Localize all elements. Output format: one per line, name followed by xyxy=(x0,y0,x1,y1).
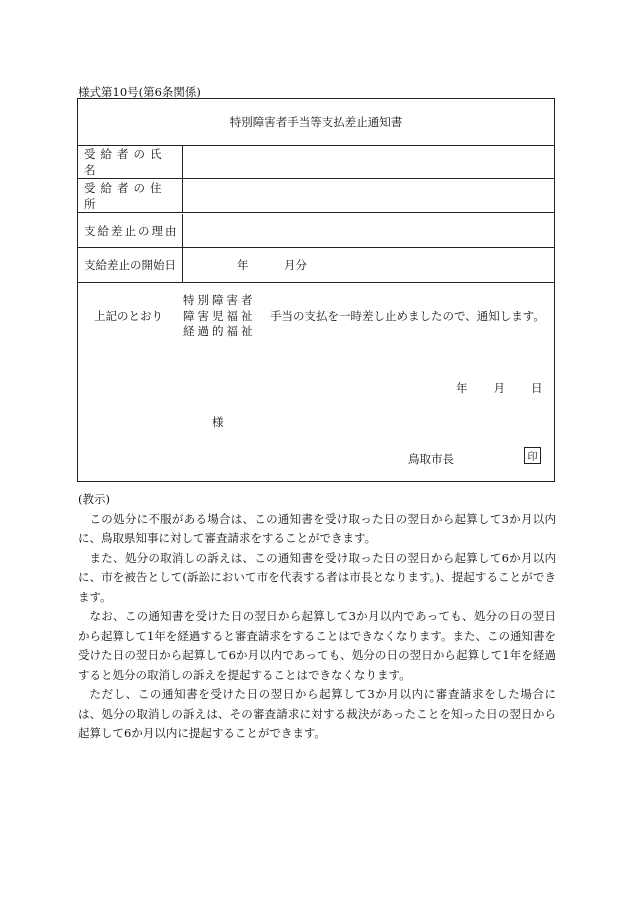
statement-suffix: 手当の支払を一時差し止めましたので、通知します。 xyxy=(270,309,545,323)
seal-mark: 印 xyxy=(524,447,541,464)
recipient-address-label: 受給者の住所 xyxy=(78,179,183,212)
instruction-paragraph: この処分に不服がある場合は、この通知書を受け取った日の翌日から起算して3か月以内に、鳥取県知事に対して審査請求をすることができます。 xyxy=(78,511,556,545)
addressee-honorific: 様 xyxy=(212,415,224,429)
date-year-unit: 年 xyxy=(456,381,468,395)
instruction-paragraph: ただし、この通知書を受けた日の翌日から起算して3か月以内に審査請求をした場合には、処分の取消しの訴えは、その審査請求に対する裁決があったことを知った日の翌日から起算して6か月以内に提起することができます。 xyxy=(78,687,556,740)
instruction-paragraph: また、処分の取消しの訴えは、この通知書を受け取った日の翌日から起算して6か月以内に、市を被告として(訴訟において市を代表する者は市長となります。)、提起することができます。 xyxy=(78,550,556,604)
statement-prefix: 上記のとおり xyxy=(94,309,163,323)
recipient-name-row xyxy=(78,145,554,179)
date-day-unit: 日 xyxy=(531,381,543,395)
notice-date xyxy=(456,380,543,396)
instruction-heading: (教示) xyxy=(78,492,110,506)
allowance-type-special-disabled: 特別障害者 xyxy=(183,293,256,307)
recipient-name-field[interactable] xyxy=(183,145,554,178)
allowance-type-list xyxy=(183,293,256,340)
recipient-address-row xyxy=(78,179,554,213)
start-year-unit: 年 xyxy=(237,258,249,272)
suspension-reason-field[interactable] xyxy=(183,214,554,247)
suspension-reason-row xyxy=(78,214,554,248)
form-title: 特別障害者手当等支払差止通知書 xyxy=(78,99,554,146)
notice-statement xyxy=(78,283,554,481)
recipient-address-field[interactable] xyxy=(183,179,554,212)
suspension-reason-label: 支給差止の理由 xyxy=(78,214,183,247)
instruction-paragraph: なお、この通知書を受けた日の翌日から起算して3か月以内であっても、処分の日の翌日から起算して1年を経過すると審査請求をすることはできなくなります。また、この通知書を受けた日の翌日から起算して6か月以内であっても、処分の日の翌日から起算して1年を経過すると処分の取消しの訴えを提起することはできなくなります。 xyxy=(78,609,556,682)
issuer-name: 鳥取市長 xyxy=(408,452,454,466)
form-number: 様式第10号(第6条関係) xyxy=(78,85,201,99)
start-month-unit: 月分 xyxy=(284,258,307,272)
suspension-start-field[interactable] xyxy=(183,248,554,282)
allowance-type-transitional: 経過的福祉 xyxy=(183,324,256,338)
instruction-section xyxy=(78,490,556,744)
suspension-start-label: 支給差止の開始日 xyxy=(78,248,183,282)
allowance-type-disabled-child: 障害児福祉 xyxy=(183,308,256,323)
notice-form xyxy=(77,98,555,482)
date-month-unit: 月 xyxy=(493,381,505,395)
recipient-name-label: 受給者の氏名 xyxy=(78,145,183,178)
suspension-start-row xyxy=(78,248,554,283)
